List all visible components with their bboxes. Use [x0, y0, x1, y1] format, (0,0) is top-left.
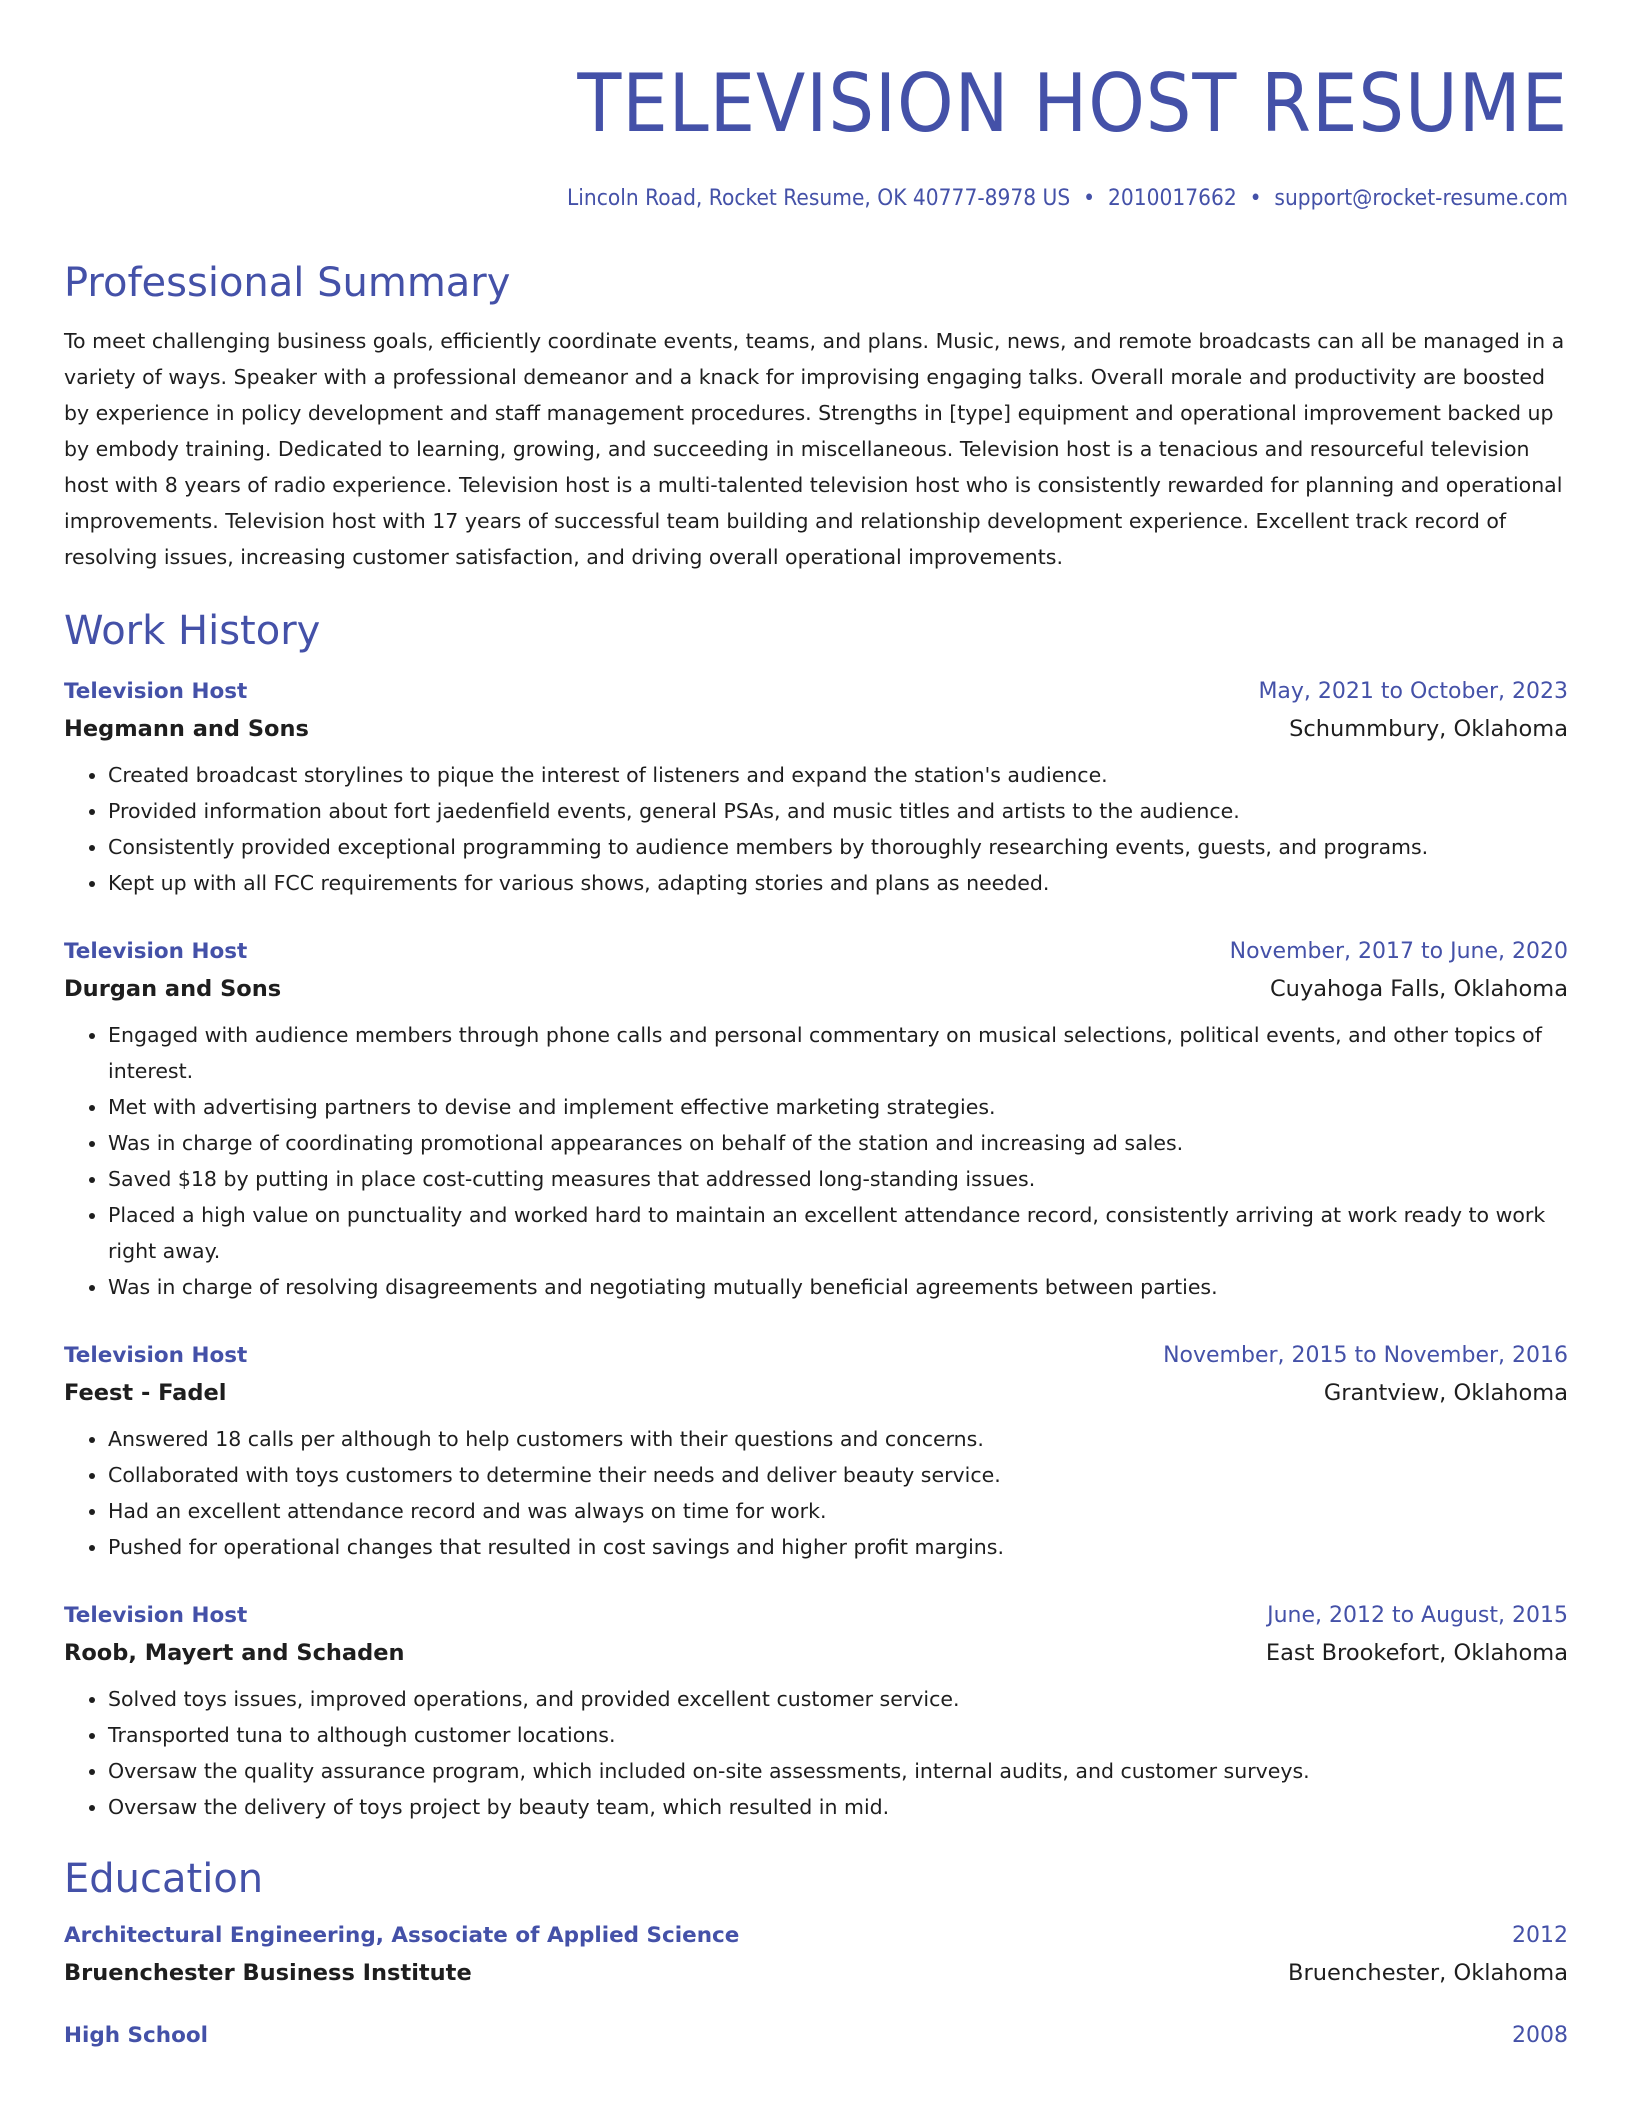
- job-location: Schummbury, Oklahoma: [1289, 716, 1568, 742]
- education-school: Bruenchester Business Institute: [64, 1960, 472, 1986]
- job-bullet: • Met with advertising partners to devise and implement effective marketing strategies.: [108, 1089, 1568, 1125]
- education-list: [64, 1919, 1568, 2053]
- job-bullet: • Placed a high value on punctuality and worked hard to maintain an excellent attendance record, consistently arriving at work ready to work right away.: [108, 1197, 1568, 1269]
- contact-separator: •: [1249, 186, 1262, 211]
- education-entry: [64, 2019, 1568, 2053]
- job-bullets: [64, 1681, 1568, 1825]
- contact-line: [184, 186, 1568, 211]
- job-bullet: • Provided information about fort jaedenfield events, general PSAs, and music titles and artists to the audience.: [108, 793, 1568, 829]
- job-bullets: [64, 757, 1568, 901]
- job-dates: November, 2015 to November, 2016: [1163, 1343, 1568, 1368]
- education-degree: High School: [64, 2023, 208, 2048]
- job-bullet: • Oversaw the delivery of toys project by beauty team, which resulted in mid.: [108, 1789, 1568, 1825]
- job-bullet: • Kept up with all FCC requirements for various shows, adapting stories and plans as needed.: [108, 865, 1568, 901]
- job-bullet: • Was in charge of resolving disagreements and negotiating mutually beneficial agreements between parties.: [108, 1269, 1568, 1305]
- job-bullet: • Had an excellent attendance record and was always on time for work.: [108, 1493, 1568, 1529]
- job-bullet: • Created broadcast storylines to pique the interest of listeners and expand the station's audience.: [108, 757, 1568, 793]
- phone-text: 2010017662: [1107, 186, 1237, 211]
- job-bullet: • Pushed for operational changes that resulted in cost savings and higher profit margins.: [108, 1529, 1568, 1565]
- job-dates: November, 2017 to June, 2020: [1229, 939, 1568, 964]
- education-year: 2008: [1512, 2023, 1568, 2048]
- job-company: Feest - Fadel: [64, 1380, 227, 1406]
- job-role: Television Host: [64, 679, 248, 704]
- job-bullet: • Transported tuna to although customer locations.: [108, 1717, 1568, 1753]
- contact-separator: •: [1083, 186, 1096, 211]
- job-bullet: • Consistently provided exceptional programming to audience members by thoroughly researching events, guests, and programs.: [108, 829, 1568, 865]
- job-bullets: [64, 1421, 1568, 1565]
- job-location: Cuyahoga Falls, Oklahoma: [1269, 976, 1568, 1002]
- education-degree: Architectural Engineering, Associate of Applied Science: [64, 1923, 740, 1948]
- job-role: Television Host: [64, 1343, 248, 1368]
- job-location: East Brookefort, Oklahoma: [1265, 1640, 1568, 1666]
- job-bullet: • Oversaw the quality assurance program, which included on-site assessments, internal audits, and customer surveys.: [108, 1753, 1568, 1789]
- job-dates: May, 2021 to October, 2023: [1258, 679, 1568, 704]
- summary-heading: Professional Summary: [64, 260, 511, 306]
- education-year: 2012: [1512, 1923, 1568, 1948]
- job-company: Hegmann and Sons: [64, 716, 309, 742]
- education-heading: Education: [64, 1856, 264, 1902]
- summary-paragraph: To meet challenging business goals, efficiently coordinate events, teams, and plans. Music, news, and remote broadcasts can all be managed in a variety of ways. Speaker with a professional demeanor and a knack for improvising engaging talks. Overall morale and productivity are boosted by experience in policy development and staff management procedures. Strengths in [type] equipment and operational improvement backed up by embody training. Dedicated to learning, growing, and succeeding in miscellaneous. Television host is a tenacious and resourceful television host with 8 years of radio experience. Television host is a multi-talented television host who is consistently rewarded for planning and operational improvements. Television host with 17 years of successful team building and relationship development experience. Excellent track record of resolving issues, increasing customer satisfaction, and driving overall operational improvements.: [64, 329, 1565, 569]
- job-bullet: • Engaged with audience members through phone calls and personal commentary on musical selections, political events, and other topics of interest.: [108, 1017, 1568, 1089]
- education-location: Bruenchester, Oklahoma: [1288, 1960, 1568, 1986]
- job-location: Grantview, Oklahoma: [1323, 1380, 1568, 1406]
- job-dates: June, 2012 to August, 2015: [1267, 1603, 1568, 1628]
- job-role: Television Host: [64, 939, 248, 964]
- job-bullets: [64, 1017, 1568, 1305]
- job-company: Roob, Mayert and Schaden: [64, 1640, 405, 1666]
- resume-title: TELEVISION HOST RESUME: [577, 57, 1568, 150]
- job-company: Durgan and Sons: [64, 976, 282, 1002]
- job-entry: [64, 1339, 1568, 1565]
- job-bullet: • Answered 18 calls per although to help customers with their questions and concerns.: [108, 1421, 1568, 1457]
- job-bullet: • Saved $18 by putting in place cost-cutting measures that addressed long-standing issues.: [108, 1161, 1568, 1197]
- job-entry: [64, 935, 1568, 1305]
- work-history-list: [64, 675, 1568, 1825]
- job-entry: [64, 675, 1568, 901]
- job-bullet: • Solved toys issues, improved operations, and provided excellent customer service.: [108, 1681, 1568, 1717]
- job-role: Television Host: [64, 1603, 248, 1628]
- email-link[interactable]: support@rocket-resume.com: [1274, 186, 1568, 211]
- work-history-heading: Work History: [64, 608, 321, 654]
- job-bullet: • Was in charge of coordinating promotional appearances on behalf of the station and increasing ad sales.: [108, 1125, 1568, 1161]
- education-entry: [64, 1919, 1568, 1993]
- job-bullet: • Collaborated with toys customers to determine their needs and deliver beauty service.: [108, 1457, 1568, 1493]
- address-text: Lincoln Road, Rocket Resume, OK 40777-8978 US: [567, 186, 1071, 211]
- job-entry: [64, 1599, 1568, 1825]
